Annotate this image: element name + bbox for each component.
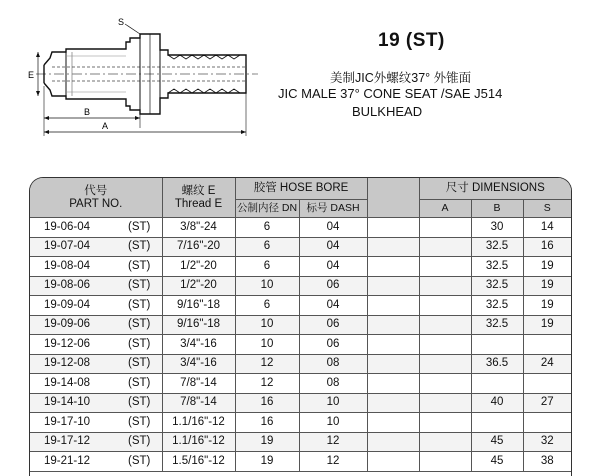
table-row: [30, 296, 571, 316]
cell-thread: 7/8"-14: [162, 393, 235, 413]
cell-thread: 7/8"-14: [162, 374, 235, 394]
table-row: [30, 315, 571, 335]
cell-dn: 19: [235, 432, 299, 452]
part-suffix: (ST): [128, 337, 151, 350]
part-suffix: (ST): [128, 435, 151, 448]
cell-a: [419, 374, 471, 394]
cell-s: 38: [523, 452, 571, 472]
cell-b: 36.5: [471, 354, 523, 374]
cell-b: 32.5: [471, 257, 523, 277]
cell-s: 32: [523, 432, 571, 452]
cell-blank: [367, 354, 419, 374]
header-thread: [162, 178, 235, 218]
fitting-technical-drawing: [8, 12, 268, 142]
header-hose-bore: 胶管 HOSE BORE: [235, 178, 367, 200]
header-thread-en: Thread E: [174, 197, 223, 210]
spec-table: [30, 178, 571, 472]
cell-b: [471, 413, 523, 433]
cell-dash: 12: [299, 452, 367, 472]
cell-s: 27: [523, 393, 571, 413]
header-part-en: PART NO.: [69, 197, 123, 210]
cell-dn: 16: [235, 393, 299, 413]
cell-thread: 1.1/16"-12: [162, 432, 235, 452]
header-dash: 标号 DASH: [299, 200, 367, 218]
cell-thread: 3/8"-24: [162, 218, 235, 238]
cell-dn: 6: [235, 257, 299, 277]
cell-a: [419, 354, 471, 374]
header-s: S: [523, 200, 571, 218]
cell-b: 30: [471, 218, 523, 238]
cell-part-no: [30, 218, 162, 238]
table-row: [30, 218, 571, 238]
cell-thread: 1.5/16"-12: [162, 452, 235, 472]
label-a: A: [102, 121, 109, 131]
cell-s: 19: [523, 315, 571, 335]
part-number: 19-17-10: [44, 415, 91, 428]
table-row: [30, 335, 571, 355]
cell-dn: 19: [235, 452, 299, 472]
cell-dash: 06: [299, 276, 367, 296]
part-number: 19-21-12: [44, 454, 91, 467]
part-suffix: (ST): [128, 376, 151, 389]
header-a: A: [419, 200, 471, 218]
product-title: 19 (ST): [378, 30, 445, 51]
table-row: [30, 237, 571, 257]
cell-blank: [367, 335, 419, 355]
part-suffix: (ST): [128, 318, 151, 331]
cell-blank: [367, 452, 419, 472]
header-thread-cn: 螺纹 E: [181, 184, 216, 197]
part-number: 19-07-04: [44, 240, 91, 253]
part-suffix: (ST): [128, 279, 151, 292]
cell-s: [523, 335, 571, 355]
cell-blank: [367, 296, 419, 316]
part-number: 19-12-06: [44, 337, 91, 350]
cell-dn: 6: [235, 218, 299, 238]
cell-blank: [367, 432, 419, 452]
cell-blank: [367, 315, 419, 335]
header-dimensions: 尺寸 DIMENSIONS: [419, 178, 571, 200]
label-b: B: [84, 107, 91, 117]
cell-part-no: [30, 257, 162, 277]
part-number: 19-12-08: [44, 357, 91, 370]
cell-a: [419, 296, 471, 316]
cell-blank: [367, 257, 419, 277]
cell-s: [523, 374, 571, 394]
table-row: [30, 452, 571, 472]
part-number: 19-14-10: [44, 396, 91, 409]
cell-thread: 9/16"-18: [162, 296, 235, 316]
part-number: 19-08-06: [44, 279, 91, 292]
label-s: S: [118, 17, 125, 27]
cell-dash: 10: [299, 393, 367, 413]
cell-a: [419, 218, 471, 238]
cell-part-no: [30, 452, 162, 472]
part-number: 19-14-08: [44, 376, 91, 389]
cell-thread: 7/16"-20: [162, 237, 235, 257]
cell-part-no: [30, 354, 162, 374]
cell-dn: 10: [235, 335, 299, 355]
cell-a: [419, 335, 471, 355]
cell-thread: 9/16"-18: [162, 315, 235, 335]
cell-dn: 10: [235, 315, 299, 335]
cell-b: 45: [471, 432, 523, 452]
cell-s: 19: [523, 276, 571, 296]
cell-part-no: [30, 296, 162, 316]
cell-dash: 04: [299, 296, 367, 316]
cell-b: 32.5: [471, 296, 523, 316]
cell-dash: 10: [299, 413, 367, 433]
cell-b: [471, 335, 523, 355]
cell-dn: 6: [235, 237, 299, 257]
part-suffix: (ST): [128, 259, 151, 272]
cell-b: 32.5: [471, 315, 523, 335]
subtitle-chinese: 美制JIC外螺纹37° 外锥面: [330, 71, 472, 85]
cell-a: [419, 257, 471, 277]
cell-a: [419, 432, 471, 452]
part-suffix: (ST): [128, 220, 151, 233]
cell-dn: 12: [235, 374, 299, 394]
cell-b: 32.5: [471, 276, 523, 296]
header-b: B: [471, 200, 523, 218]
part-suffix: (ST): [128, 240, 151, 253]
cell-s: 24: [523, 354, 571, 374]
cell-a: [419, 276, 471, 296]
table-row: [30, 393, 571, 413]
subtitle-english-line2: BULKHEAD: [352, 104, 423, 119]
cell-part-no: [30, 374, 162, 394]
cell-part-no: [30, 432, 162, 452]
table-row: [30, 276, 571, 296]
cell-dash: 06: [299, 335, 367, 355]
cell-dn: 16: [235, 413, 299, 433]
cell-a: [419, 393, 471, 413]
cell-part-no: [30, 335, 162, 355]
cell-part-no: [30, 276, 162, 296]
cell-s: 19: [523, 296, 571, 316]
cell-thread: 3/4"-16: [162, 335, 235, 355]
cell-dn: 10: [235, 276, 299, 296]
cell-thread: 3/4"-16: [162, 354, 235, 374]
cell-a: [419, 237, 471, 257]
part-suffix: (ST): [128, 415, 151, 428]
part-number: 19-08-04: [44, 259, 91, 272]
cell-a: [419, 452, 471, 472]
cell-s: 19: [523, 257, 571, 277]
header-part-cn: 代号: [84, 184, 108, 197]
cell-b: 32.5: [471, 237, 523, 257]
table-row: [30, 432, 571, 452]
cell-s: 16: [523, 237, 571, 257]
header-part-no: [30, 178, 162, 218]
cell-part-no: [30, 393, 162, 413]
cell-blank: [367, 218, 419, 238]
cell-dash: 04: [299, 218, 367, 238]
table-row: [30, 413, 571, 433]
cell-s: [523, 413, 571, 433]
cell-dash: 08: [299, 354, 367, 374]
cell-a: [419, 413, 471, 433]
cell-blank: [367, 237, 419, 257]
part-suffix: (ST): [128, 396, 151, 409]
label-e: E: [28, 70, 35, 80]
part-number: 19-09-06: [44, 318, 91, 331]
cell-dash: 06: [299, 315, 367, 335]
part-number: 19-17-12: [44, 435, 91, 448]
table-row: [30, 374, 571, 394]
header-dn: 公制内径 DN: [235, 200, 299, 218]
cell-blank: [367, 276, 419, 296]
cell-thread: 1/2"-20: [162, 257, 235, 277]
cell-dash: 08: [299, 374, 367, 394]
cell-blank: [367, 413, 419, 433]
cell-dash: 12: [299, 432, 367, 452]
cell-thread: 1.1/16"-12: [162, 413, 235, 433]
part-suffix: (ST): [128, 357, 151, 370]
table-row: [30, 257, 571, 277]
cell-part-no: [30, 413, 162, 433]
part-suffix: (ST): [128, 298, 151, 311]
part-number: 19-06-04: [44, 220, 91, 233]
part-suffix: (ST): [128, 454, 151, 467]
cell-b: [471, 374, 523, 394]
subtitle-english: JIC MALE 37° CONE SEAT /SAE J514: [278, 86, 503, 101]
part-number: 19-09-04: [44, 298, 91, 311]
cell-dn: 6: [235, 296, 299, 316]
cell-dash: 04: [299, 257, 367, 277]
cell-part-no: [30, 237, 162, 257]
cell-dn: 12: [235, 354, 299, 374]
table-row: [30, 354, 571, 374]
cell-dash: 04: [299, 237, 367, 257]
cell-thread: 1/2"-20: [162, 276, 235, 296]
cell-blank: [367, 374, 419, 394]
specification-table: [29, 177, 572, 476]
header-blank: [367, 178, 419, 218]
cell-s: 14: [523, 218, 571, 238]
cell-b: 40: [471, 393, 523, 413]
cell-b: 45: [471, 452, 523, 472]
cell-a: [419, 315, 471, 335]
cell-part-no: [30, 315, 162, 335]
cell-blank: [367, 393, 419, 413]
